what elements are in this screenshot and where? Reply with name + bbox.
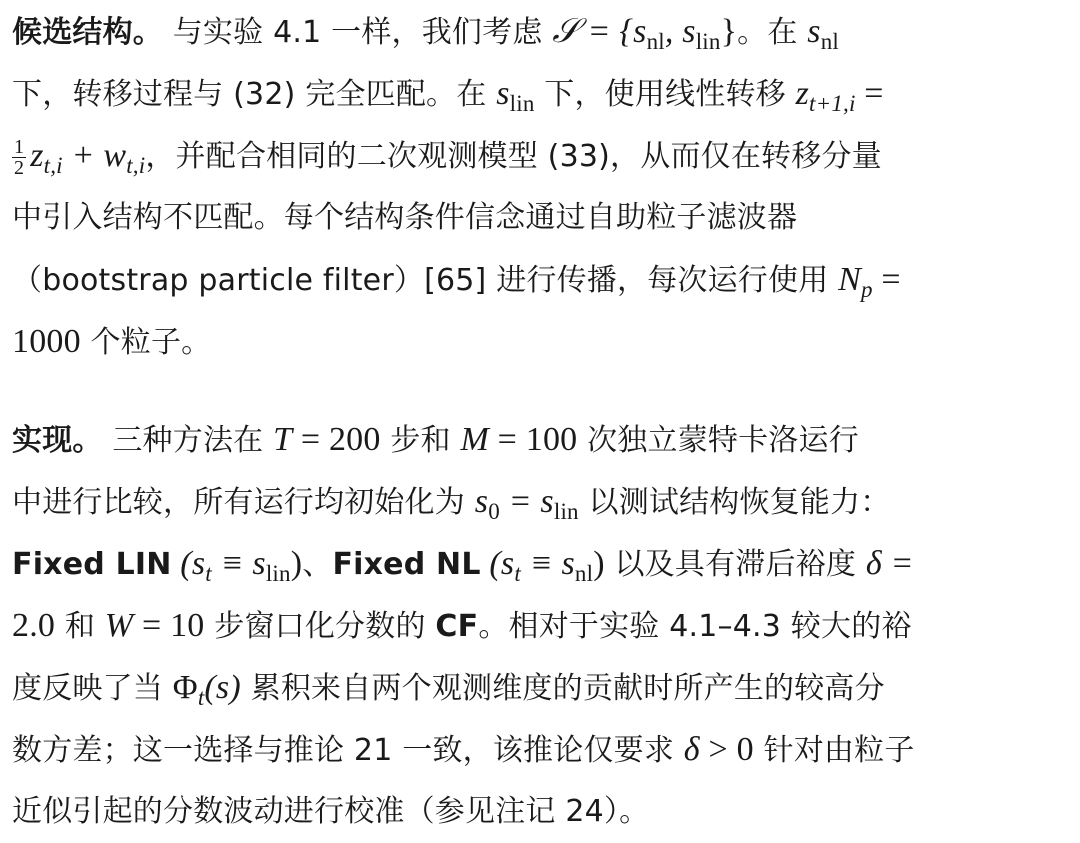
text-line-1: 候选结构。 与实验 4.1 一样，我们考虑 𝒮 = {$s_{nl}$, $s_{lin}$}。在 $s_{nl}$ bbox=[12, 13, 839, 54]
text-line-10: 2.0 和 W = 10 步窗口化分数的 CF。相对于实验 4.1–4.3 较大的裕 bbox=[12, 607, 912, 644]
text-line-9: Fixed LIN $(s_t \equiv s_{lin})$、Fixed NL $(s_t \equiv s_{nl})$ 以及具有滞后裕度 δ = bbox=[12, 545, 914, 586]
text-line-4: 中引入结构不匹配。每个结构条件信念通过自助粒子滤波器 bbox=[12, 200, 798, 235]
text-line-6: 1000 个粒子。 bbox=[12, 323, 212, 360]
text-line-11: 度反映了当 $\Phi_t(s)$ 累积来自两个观测维度的贡献时所产生的较高分 bbox=[12, 669, 885, 710]
paragraph-heading-candidate-structures: 候选结构。 bbox=[12, 15, 163, 50]
text-line-8: 中进行比较，所有运行均初始化为 $s_0 = s_{lin}$ 以测试结构恢复能力： bbox=[12, 483, 891, 524]
text-line-12: 数方差；这一选择与推论 21 一致，该推论仅要求 δ > 0 针对由粒子 bbox=[12, 731, 915, 768]
text-line-3: $\frac{1}{2}$ $z_{t,i} + w_{t,i}$，并配合相同的二次观测模型 (33)，从而仅在转移分量 bbox=[14, 136, 882, 179]
paragraph-heading-implementation: 实现。 bbox=[12, 423, 103, 458]
text-line-5: （bootstrap particle filter）[65] 进行传播，每次运行使用 $N_p$ = bbox=[12, 261, 901, 302]
text-line-13: 近似引起的分数波动进行校准（参见注记 24）。 bbox=[12, 794, 650, 829]
text-line-7: 实现。 三种方法在 T = 200 步和 M = 100 次独立蒙特卡洛运行 bbox=[12, 421, 859, 458]
text-line-2: 下，转移过程与 (32) 完全匹配。在 $s_{lin}$ 下，使用线性转移 $z_{t+1,i}$ = bbox=[12, 75, 884, 116]
method-fixed-nl: Fixed NL bbox=[332, 547, 481, 582]
method-fixed-lin: Fixed LIN bbox=[12, 547, 172, 582]
fraction-one-half: $\frac{1}{2}$ bbox=[14, 136, 25, 179]
method-cf: CF bbox=[435, 609, 479, 644]
